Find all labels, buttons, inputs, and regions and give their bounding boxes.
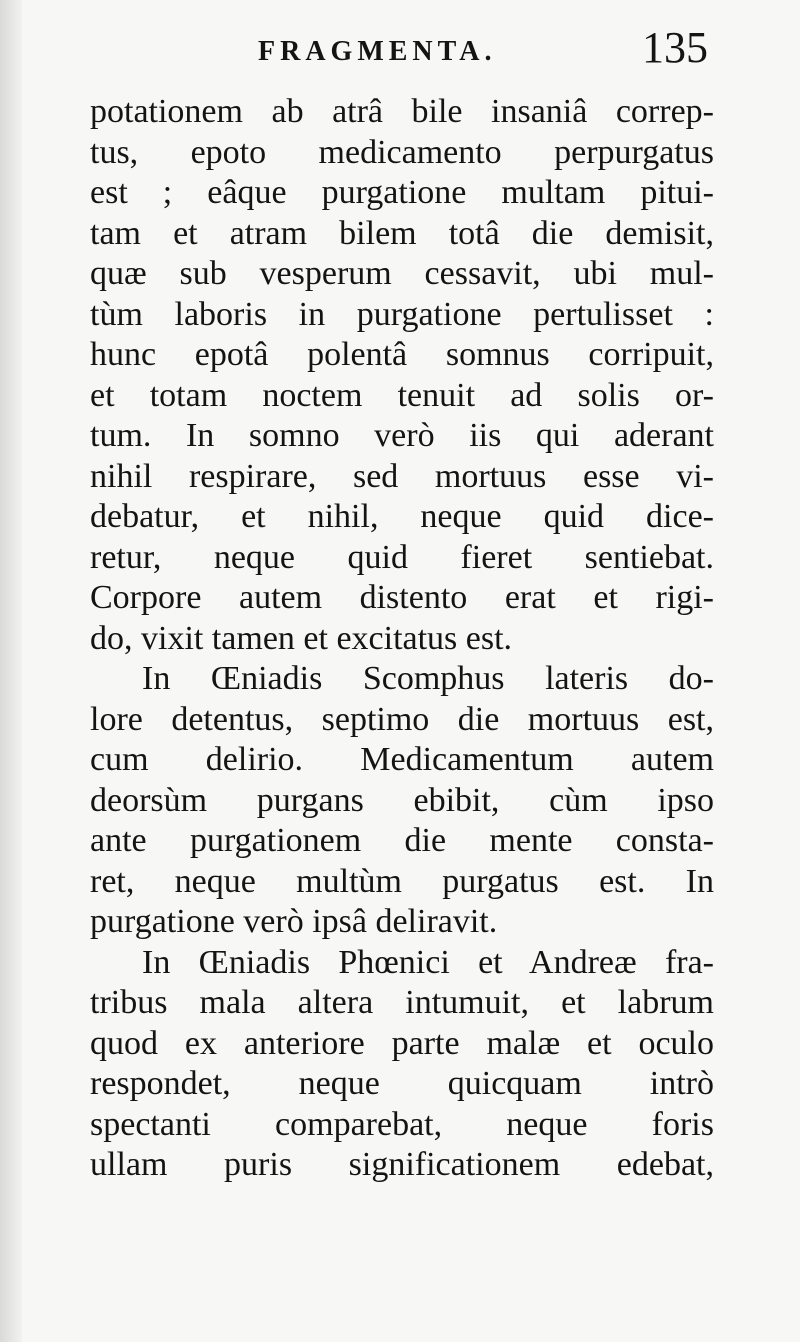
text-line: deorsùm purgans ebibit, cùm ipso bbox=[90, 781, 714, 819]
text-line: et totam noctem tenuit ad solis or- bbox=[90, 376, 714, 414]
text-line: spectanti comparebat, neque foris bbox=[90, 1105, 714, 1143]
text-line: respondet, neque quicquam intrò bbox=[90, 1065, 714, 1102]
text-line: Corpore autem distento erat et rigi- bbox=[90, 579, 714, 616]
text-line: tribus mala altera intumuit, et labrum bbox=[90, 984, 714, 1021]
text-line: In Œniadis Scomphus lateris do- bbox=[142, 660, 714, 697]
text-line: In Œniadis Phœnici et Andreæ fra- bbox=[142, 943, 714, 981]
text-line: potationem ab atrâ bile insaniâ correp- bbox=[90, 93, 714, 130]
text-line: ante purgationem die mente consta- bbox=[90, 822, 714, 859]
text-line: ullam puris significationem edebat, bbox=[90, 1146, 714, 1183]
body-text bbox=[90, 92, 714, 1186]
text-line: quod ex anteriore parte malæ et oculo bbox=[90, 1024, 714, 1062]
running-head bbox=[258, 22, 708, 78]
text-line: tus, epoto medicamento perpurgatus bbox=[90, 133, 714, 171]
text-line: tum. In somno verò iis qui aderant bbox=[90, 417, 714, 454]
text-line: ret, neque multùm purgatus est. In bbox=[90, 862, 714, 900]
text-line: debatur, et nihil, neque quid dice- bbox=[90, 498, 714, 535]
text-line: tùm laboris in purgatione pertulisset : bbox=[90, 295, 714, 333]
page-number: 135 bbox=[642, 23, 708, 72]
text-line: quæ sub vesperum cessavit, ubi mul- bbox=[90, 255, 714, 292]
text-line: do, vixit tamen et excitatus est. bbox=[90, 619, 513, 657]
text-line: tam et atram bilem totâ die demisit, bbox=[90, 214, 714, 252]
text-line: purgatione verò ipsâ deliravit. bbox=[90, 903, 498, 940]
text-line: nihil respirare, sed mortuus esse vi- bbox=[90, 457, 714, 495]
text-line: cum delirio. Medicamentum autem bbox=[90, 741, 714, 778]
text-line: retur, neque quid fieret sentiebat. bbox=[90, 538, 714, 576]
text-line: lore detentus, septimo die mortuus est, bbox=[90, 700, 714, 738]
text-line: est ; eâque purgatione multam pitui- bbox=[90, 174, 714, 211]
page-binding-edge bbox=[0, 0, 22, 1342]
running-title: FRAGMENTA. bbox=[258, 36, 497, 67]
text-line: hunc epotâ polentâ somnus corripuit, bbox=[90, 336, 714, 373]
